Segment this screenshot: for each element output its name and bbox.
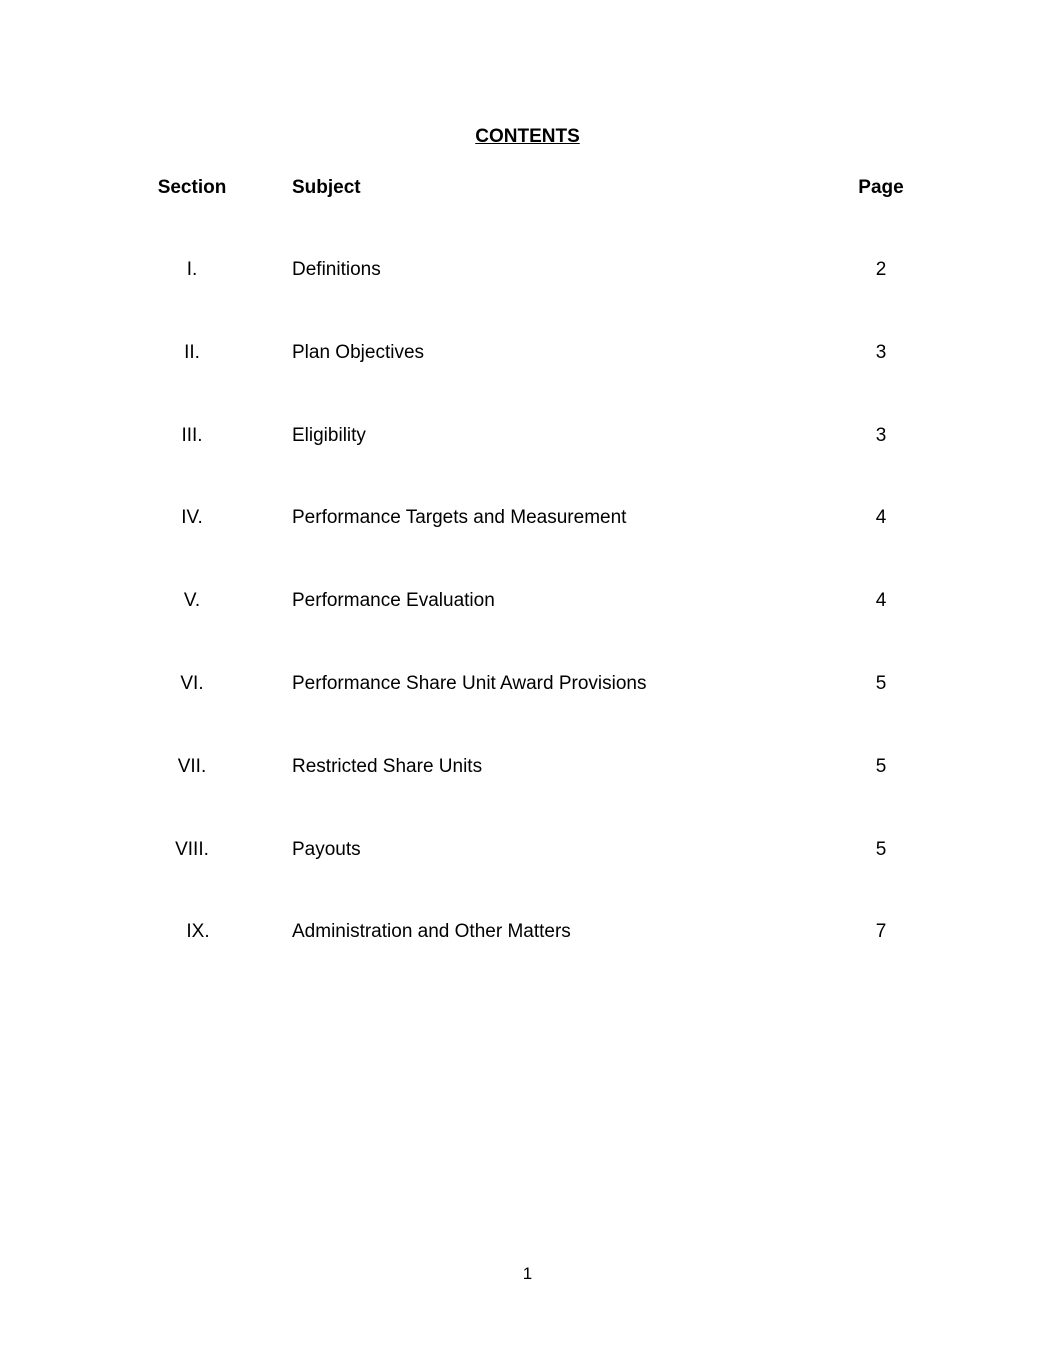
toc-list bbox=[0, 259, 1055, 1004]
section-subject: Payouts bbox=[292, 838, 361, 860]
toc-row bbox=[0, 839, 1055, 922]
toc-row bbox=[0, 259, 1055, 342]
section-subject: Performance Share Unit Award Provisions bbox=[292, 672, 647, 694]
toc-row bbox=[0, 921, 1055, 1004]
section-page: 3 bbox=[875, 424, 887, 446]
section-page: 4 bbox=[875, 507, 887, 529]
section-page: 2 bbox=[875, 259, 887, 280]
section-number: VII. bbox=[177, 755, 207, 777]
section-page: 3 bbox=[875, 341, 887, 363]
section-subject: Restricted Share Units bbox=[292, 755, 483, 777]
page-column-header: Page bbox=[858, 177, 904, 198]
section-subject: Eligibility bbox=[292, 424, 366, 446]
section-page: 5 bbox=[875, 838, 887, 860]
section-page: 5 bbox=[875, 755, 887, 777]
section-number: IX. bbox=[186, 921, 210, 943]
toc-row bbox=[0, 342, 1055, 425]
toc-row bbox=[0, 673, 1055, 756]
section-number: II. bbox=[184, 341, 200, 363]
page-number: 1 bbox=[522, 1264, 533, 1283]
section-number: IV. bbox=[181, 507, 203, 529]
section-column-header: Section bbox=[157, 177, 227, 198]
toc-row bbox=[0, 425, 1055, 508]
page-title: CONTENTS bbox=[475, 126, 580, 147]
section-number: V. bbox=[183, 590, 201, 612]
section-subject: Plan Objectives bbox=[292, 341, 425, 363]
toc-header-row bbox=[0, 177, 1055, 201]
toc-row bbox=[0, 756, 1055, 839]
section-subject: Administration and Other Matters bbox=[292, 921, 571, 943]
section-subject: Performance Evaluation bbox=[292, 590, 495, 612]
section-number: VIII. bbox=[175, 838, 209, 860]
section-subject: Definitions bbox=[292, 259, 381, 280]
toc-row bbox=[0, 507, 1055, 590]
section-subject: Performance Targets and Measurement bbox=[292, 507, 627, 529]
toc-row bbox=[0, 590, 1055, 673]
section-page: 7 bbox=[875, 921, 887, 943]
section-number: I. bbox=[186, 259, 198, 280]
section-page: 5 bbox=[875, 672, 887, 694]
section-page: 4 bbox=[875, 590, 887, 612]
section-number: VI. bbox=[180, 672, 204, 694]
subject-column-header: Subject bbox=[292, 177, 361, 198]
section-number: III. bbox=[181, 424, 203, 446]
